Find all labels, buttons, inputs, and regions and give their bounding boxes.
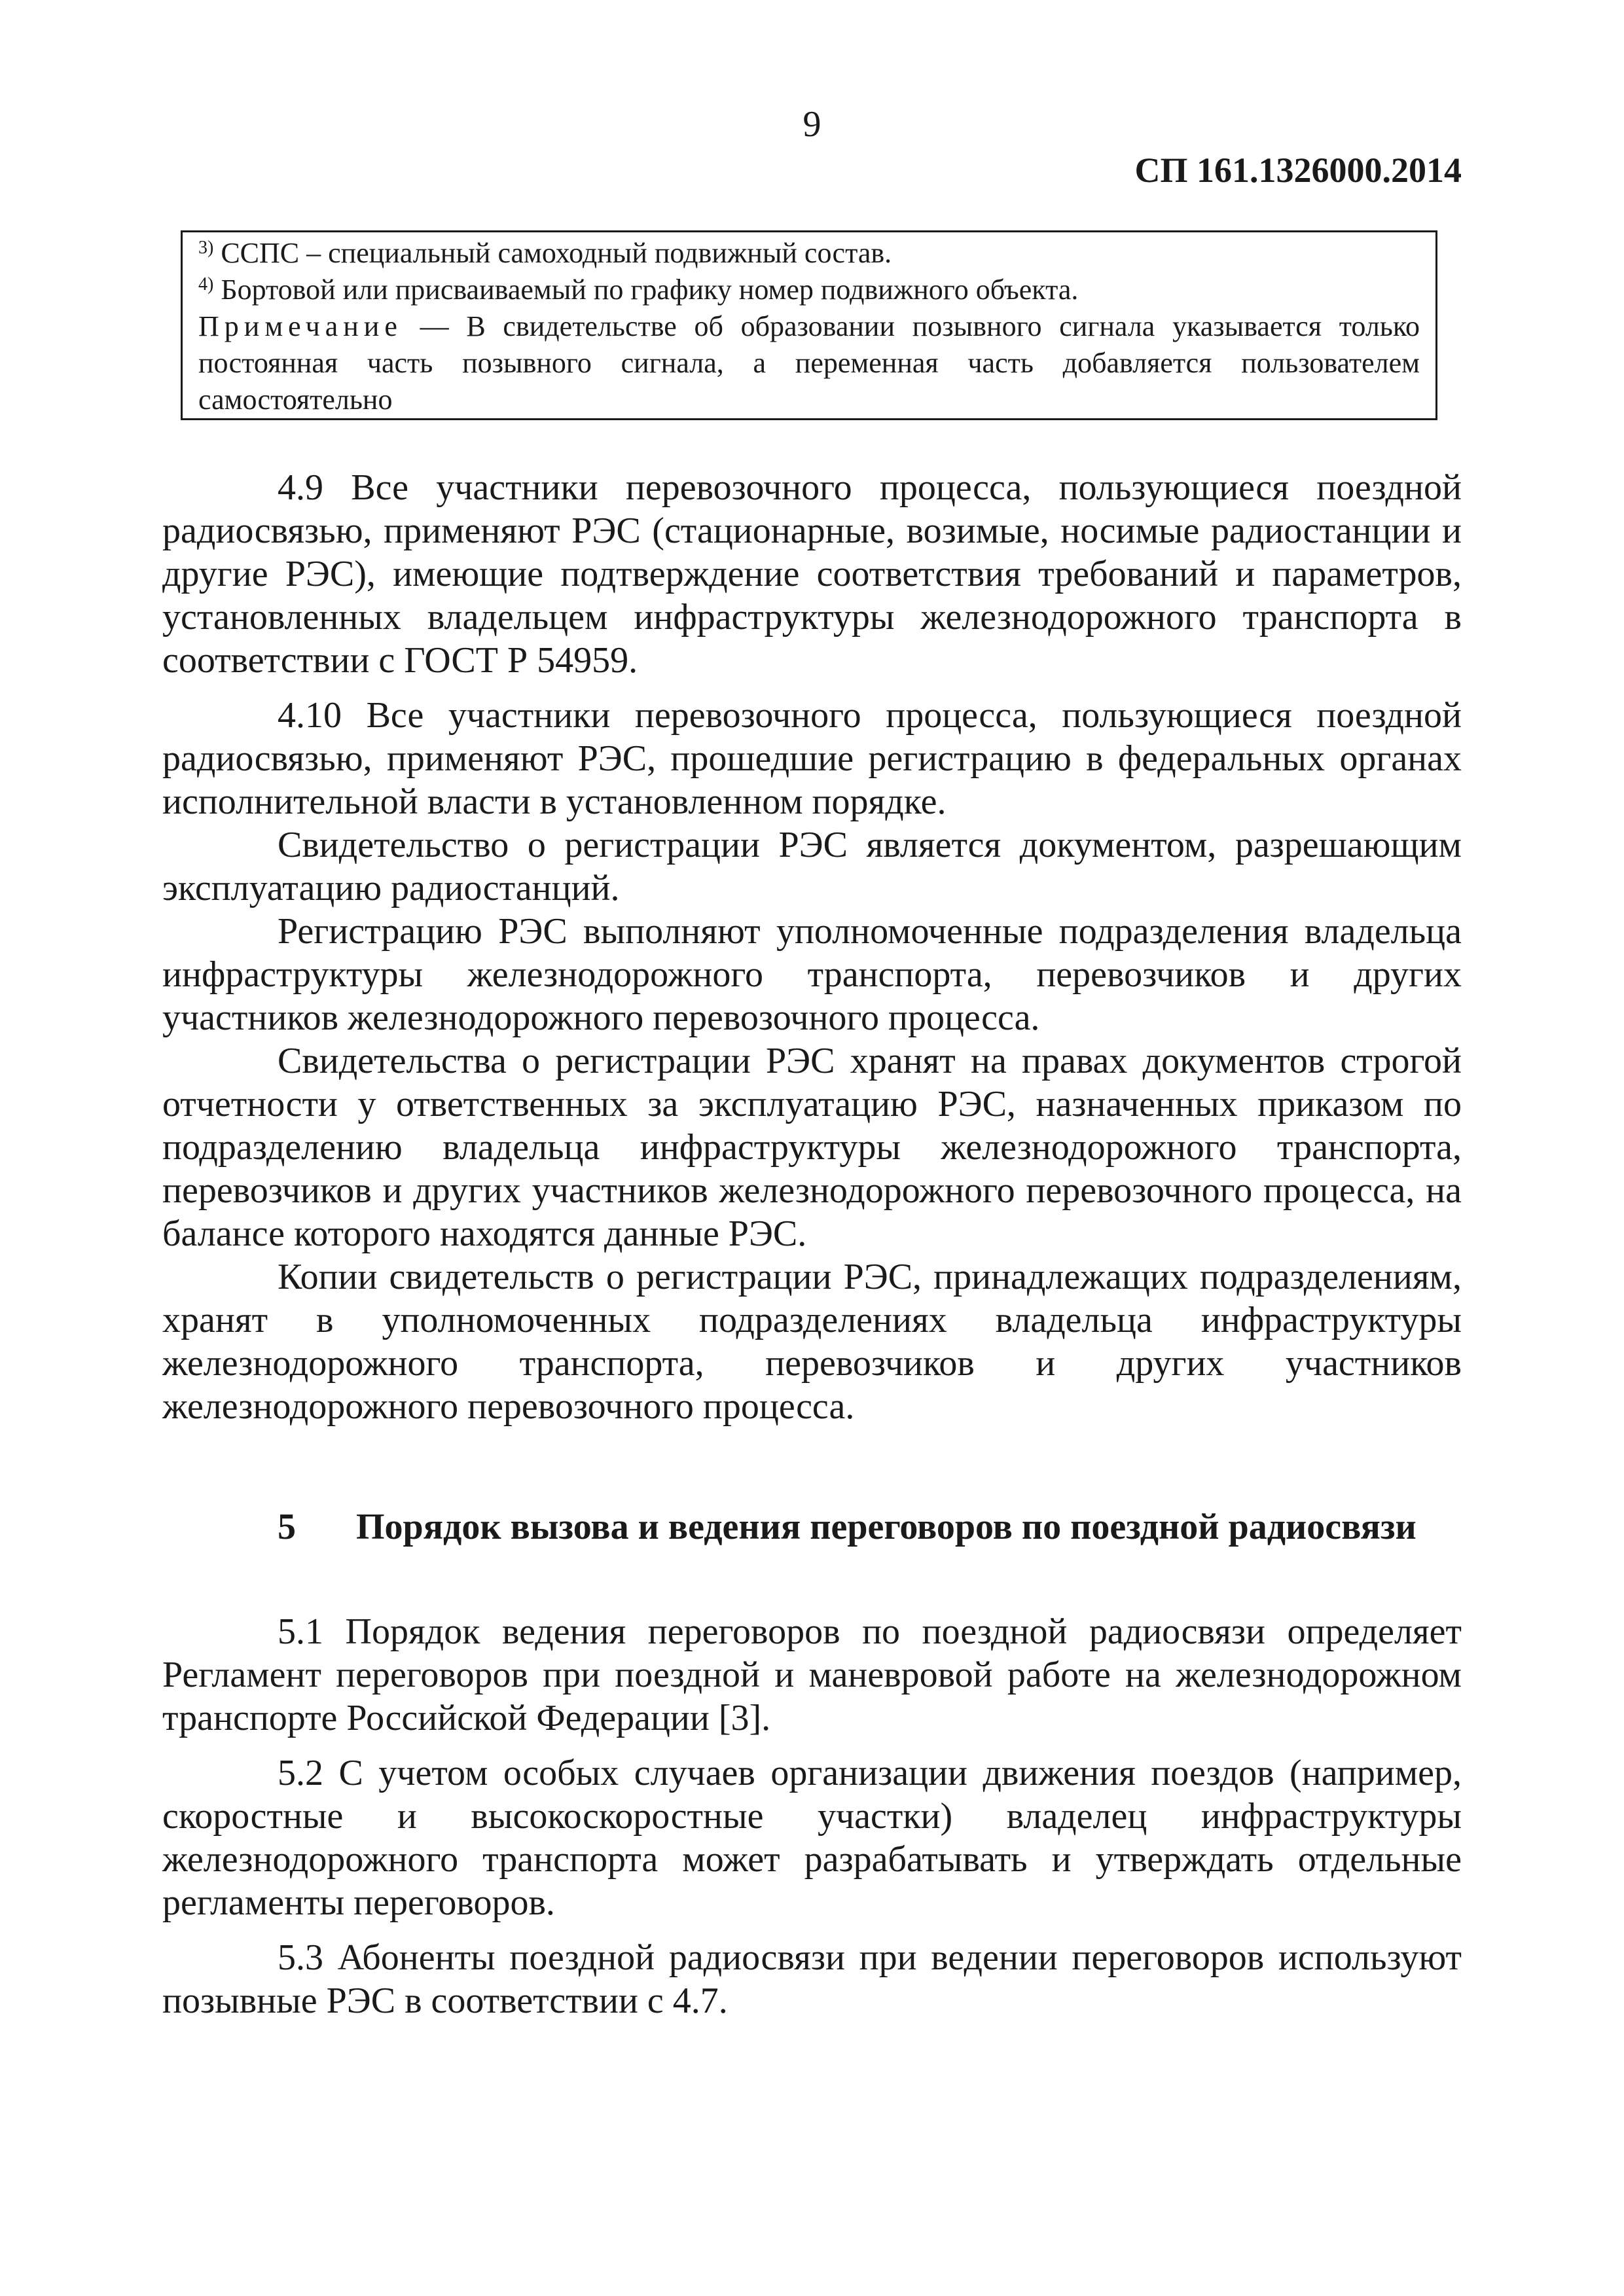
note-4 [198, 272, 1420, 308]
paragraph-5-1: 5.1 Порядок ведения переговоров по поездной радиосвязи определяет Регламент переговоров при поездной и маневровой работе на железнодорожном транспорте Российской Федерации [3]. [162, 1611, 1462, 1738]
paragraph-storage: Свидетельства о регистрации РЭС хранят на правах документов строгой отчетности у ответственных за эксплуатацию РЭС, назначенных приказом по подразделению владельца инфраструктуры железнодорожного транспорта, перевозчиков и других участников железнодорожного перевозочного процесса, на балансе которого находятся данные РЭС. [162, 1041, 1462, 1254]
remark [198, 308, 1420, 418]
note-3 [198, 235, 1420, 272]
section-5-number: 5 [278, 1507, 296, 1547]
table-notes-box [181, 230, 1437, 420]
remark-text: — В свидетельстве об образовании позывного сигнала указывается только постоянная часть позывного сигнала, а переменная часть добавляется пользователем самостоятельно [198, 310, 1420, 416]
note-4-text: Бортовой или присваиваемый по графику номер подвижного объекта. [213, 274, 1079, 306]
note-4-mark: 4) [198, 274, 214, 295]
note-3-mark: 3) [198, 238, 214, 258]
paragraph-certificate: Свидетельство о регистрации РЭС является документом, разрешающим эксплуатацию радиостанций. [162, 825, 1462, 908]
paragraph-registration: Регистрацию РЭС выполняют уполномоченные подразделения владельца инфраструктуры железнодорожного транспорта, перевозчиков и других участников железнодорожного перевозочного процесса. [162, 911, 1462, 1038]
remark-label: Примечание [198, 310, 403, 342]
page-number: 9 [803, 104, 821, 145]
paragraph-5-3: 5.3 Абоненты поездной радиосвязи при ведении переговоров используют позывные РЭС в соответствии с 4.7. [162, 1937, 1462, 2021]
section-5-body [162, 1610, 1462, 2022]
section-4-body [162, 466, 1462, 1428]
paragraph-4-9: 4.9 Все участники перевозочного процесса, пользующиеся поездной радиосвязью, применяют РЭС (стационарные, возимые, носимые радиостанции и другие РЭС), имеющие подтверждение соответствия требований и параметров, установленных владельцем инфраструктуры железнодорожного транспорта в соответствии с ГОСТ Р 54959. [162, 467, 1462, 681]
section-5-title: Порядок вызова и ведения переговоров по поездной радиосвязи [356, 1507, 1416, 1547]
paragraph-5-2: 5.2 С учетом особых случаев организации движения поездов (например, скоростные и высокоскоростные участки) владелец инфраструктуры железнодорожного транспорта может разрабатывать и утверждать отдельные регламенты переговоров. [162, 1753, 1462, 1923]
document-code: СП 161.1326000.2014 [1134, 151, 1462, 190]
paragraph-copies: Копии свидетельств о регистрации РЭС, принадлежащих подразделениям, хранят в уполномоченных подразделениях владельца инфраструктуры железнодорожного транспорта, перевозчиков и других участников железнодорожного перевозочного процесса. [162, 1257, 1462, 1427]
paragraph-4-10: 4.10 Все участники перевозочного процесса, пользующиеся поездной радиосвязью, применяют РЭС, прошедшие регистрацию в федеральных органах исполнительной власти в установленном порядке. [162, 695, 1462, 822]
note-3-text: ССПС – специальный самоходный подвижный состав. [213, 237, 892, 269]
